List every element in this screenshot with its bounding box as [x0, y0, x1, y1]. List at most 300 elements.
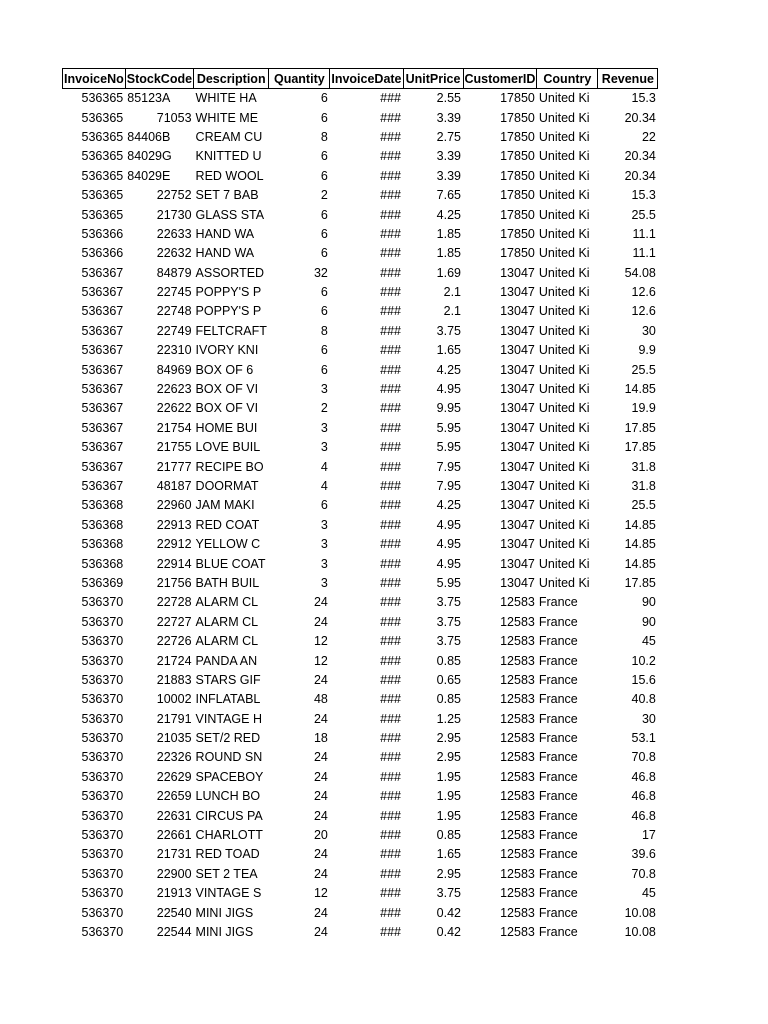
- cell-country: United Ki: [538, 188, 590, 203]
- cell-revenue: 10.08: [624, 905, 656, 920]
- cell-invoicedate: ###: [380, 440, 402, 455]
- cell-invoiceno: 536367: [81, 382, 124, 397]
- cell-description: VINTAGE S: [195, 886, 262, 901]
- cell-invoicedate: ###: [380, 517, 402, 532]
- cell-revenue: 11.1: [632, 226, 656, 241]
- cell-unitprice: 1.25: [436, 711, 462, 726]
- cell-description: BATH BUIL: [195, 575, 260, 590]
- cell-stockcode: 22623: [156, 382, 192, 397]
- cell-invoicedate: ###: [380, 362, 402, 377]
- cell-country: United Ki: [538, 440, 590, 455]
- cell-revenue: 53.1: [631, 731, 656, 746]
- cell-invoiceno: 536367: [81, 343, 124, 358]
- cell-country: France: [538, 614, 578, 629]
- header-description: Description: [194, 69, 269, 89]
- cell-revenue: 15.6: [631, 672, 656, 687]
- cell-stockcode: 21913: [156, 886, 192, 901]
- cell-description: ROUND SN: [195, 750, 263, 765]
- cell-quantity: 24: [313, 614, 328, 629]
- cell-description: BLUE COAT: [195, 556, 266, 571]
- cell-country: United Ki: [538, 226, 590, 241]
- cell-invoiceno: 536370: [81, 789, 124, 804]
- cell-description: MINI JIGS: [195, 924, 254, 939]
- cell-stockcode: 22727: [156, 614, 192, 629]
- cell-revenue: 30: [641, 711, 656, 726]
- cell-country: United Ki: [538, 420, 590, 435]
- cell-unitprice: 3.75: [436, 614, 462, 629]
- cell-revenue: 70.8: [631, 750, 656, 765]
- cell-stockcode: 21756: [156, 575, 192, 590]
- cell-unitprice: 2.1: [443, 285, 462, 300]
- cell-unitprice: 2.1: [443, 304, 462, 319]
- cell-invoicedate: ###: [380, 769, 402, 784]
- cell-unitprice: 0.42: [436, 905, 462, 920]
- table-row: [63, 457, 658, 476]
- cell-invoiceno: 536365: [81, 188, 124, 203]
- cell-quantity: 2: [320, 188, 328, 203]
- table-row: [63, 516, 658, 535]
- cell-description: BOX OF VI: [195, 382, 259, 397]
- cell-description: RECIPE BO: [195, 459, 264, 474]
- cell-customerid: 12583: [500, 905, 535, 920]
- cell-unitprice: 1.95: [436, 808, 462, 823]
- cell-country: United Ki: [538, 304, 590, 319]
- cell-description: LOVE BUIL: [195, 440, 261, 455]
- cell-unitprice: 2.55: [436, 91, 462, 106]
- cell-invoicedate: ###: [380, 731, 402, 746]
- cell-invoiceno: 536370: [81, 886, 124, 901]
- cell-stockcode: 22310: [156, 343, 192, 358]
- table-row: [63, 845, 658, 864]
- cell-quantity: 24: [313, 672, 328, 687]
- cell-description: DOORMAT: [195, 479, 259, 493]
- cell-description: GLASS STA: [195, 207, 265, 222]
- cell-stockcode: 84029E: [127, 168, 171, 183]
- table-row: [63, 147, 658, 166]
- cell-unitprice: 4.95: [436, 537, 462, 552]
- cell-quantity: 6: [320, 343, 328, 358]
- cell-quantity: 4: [320, 479, 328, 493]
- cell-quantity: 2: [320, 401, 328, 416]
- cell-quantity: 6: [320, 207, 328, 222]
- cell-stockcode: 22726: [156, 634, 192, 649]
- cell-customerid: 12583: [500, 711, 535, 726]
- cell-customerid: 12583: [500, 847, 535, 862]
- cell-description: RED TOAD: [195, 847, 260, 862]
- cell-customerid: 13047: [500, 575, 535, 590]
- cell-description: RED WOOL: [195, 168, 264, 183]
- cell-country: United Ki: [538, 168, 590, 183]
- cell-invoicedate: ###: [380, 304, 402, 319]
- header-quantity: Quantity: [269, 69, 330, 89]
- header-revenue: Revenue: [598, 69, 658, 89]
- table-row: [63, 302, 658, 321]
- table-row: [63, 264, 658, 283]
- cell-invoiceno: 536367: [81, 362, 124, 377]
- table-row: [63, 438, 658, 457]
- cell-country: United Ki: [538, 323, 590, 338]
- cell-unitprice: 4.95: [436, 382, 462, 397]
- cell-quantity: 24: [313, 595, 328, 610]
- cell-quantity: 12: [313, 653, 328, 668]
- cell-unitprice: 3.75: [436, 323, 462, 338]
- cell-invoiceno: 536365: [81, 207, 124, 222]
- cell-customerid: 12583: [500, 808, 535, 823]
- cell-revenue: 9.9: [638, 343, 656, 358]
- cell-quantity: 3: [320, 382, 328, 397]
- cell-revenue: 70.8: [631, 866, 656, 881]
- cell-invoiceno: 536367: [81, 440, 124, 455]
- cell-country: United Ki: [538, 401, 590, 416]
- table-row: [63, 380, 658, 399]
- table-row: [63, 496, 658, 515]
- header-invoicedate: InvoiceDate: [330, 69, 403, 89]
- cell-stockcode: 21724: [156, 653, 192, 668]
- cell-country: United Ki: [538, 246, 590, 261]
- cell-invoicedate: ###: [380, 323, 402, 338]
- cell-country: France: [538, 808, 578, 823]
- cell-customerid: 17850: [500, 246, 535, 261]
- cell-country: United Ki: [538, 498, 590, 513]
- cell-customerid: 12583: [500, 653, 535, 668]
- table-row: [63, 806, 658, 825]
- cell-stockcode: 21883: [156, 672, 192, 687]
- cell-invoiceno: 536365: [81, 168, 124, 183]
- cell-customerid: 12583: [500, 692, 535, 707]
- cell-customerid: 17850: [500, 91, 535, 106]
- cell-customerid: 17850: [500, 207, 535, 222]
- cell-description: LUNCH BO: [195, 789, 261, 804]
- table-row: [63, 651, 658, 670]
- cell-unitprice: 3.75: [436, 634, 462, 649]
- cell-unitprice: 5.95: [436, 440, 462, 455]
- cell-quantity: 6: [320, 168, 328, 183]
- cell-stockcode: 22913: [156, 517, 192, 532]
- header-row: [63, 69, 658, 89]
- cell-quantity: 6: [320, 498, 328, 513]
- cell-unitprice: 1.85: [436, 226, 462, 241]
- cell-revenue: 20.34: [624, 149, 656, 164]
- cell-description: SET 2 TEA: [195, 866, 258, 881]
- table-row: [63, 477, 658, 496]
- header-unitprice: UnitPrice: [403, 69, 463, 89]
- cell-description: PANDA AN: [195, 653, 258, 668]
- cell-invoiceno: 536368: [81, 537, 124, 552]
- cell-invoiceno: 536365: [81, 91, 124, 106]
- cell-invoicedate: ###: [380, 711, 402, 726]
- table-row: [63, 322, 658, 341]
- cell-revenue: 19.9: [631, 401, 656, 416]
- cell-stockcode: 84969: [156, 362, 192, 377]
- cell-country: United Ki: [538, 575, 590, 590]
- cell-revenue: 14.85: [624, 556, 656, 571]
- cell-quantity: 32: [313, 265, 328, 280]
- cell-country: France: [538, 634, 578, 649]
- cell-revenue: 25.5: [631, 362, 656, 377]
- cell-revenue: 46.8: [631, 808, 656, 823]
- cell-unitprice: 0.65: [436, 672, 462, 687]
- cell-description: RED COAT: [195, 517, 260, 532]
- cell-invoicedate: ###: [380, 91, 402, 106]
- cell-invoiceno: 536370: [81, 614, 124, 629]
- cell-description: BOX OF VI: [195, 401, 259, 416]
- cell-unitprice: 1.65: [436, 847, 462, 862]
- cell-revenue: 39.6: [631, 847, 656, 862]
- cell-quantity: 20: [313, 828, 328, 843]
- cell-invoiceno: 536365: [81, 110, 124, 125]
- cell-invoiceno: 536366: [81, 246, 124, 261]
- cell-invoicedate: ###: [380, 537, 402, 552]
- cell-revenue: 46.8: [631, 769, 656, 784]
- table-row: [63, 186, 658, 205]
- table-row: [63, 593, 658, 612]
- table-row: [63, 923, 658, 942]
- cell-customerid: 12583: [500, 886, 535, 901]
- table-row: [63, 671, 658, 690]
- cell-country: United Ki: [538, 459, 590, 474]
- cell-quantity: 3: [320, 420, 328, 435]
- cell-stockcode: 10002: [156, 692, 192, 707]
- cell-country: France: [538, 886, 578, 901]
- cell-country: United Ki: [538, 479, 590, 493]
- cell-description: CIRCUS PA: [195, 808, 263, 823]
- cell-invoiceno: 536367: [81, 459, 124, 474]
- cell-revenue: 11.1: [632, 246, 656, 261]
- table-row: [63, 225, 658, 244]
- cell-customerid: 17850: [500, 110, 535, 125]
- cell-invoiceno: 536370: [81, 750, 124, 765]
- cell-stockcode: 22540: [156, 905, 192, 920]
- cell-quantity: 48: [313, 692, 328, 707]
- cell-revenue: 14.85: [624, 517, 656, 532]
- cell-invoicedate: ###: [380, 575, 402, 590]
- cell-invoiceno: 536367: [81, 304, 124, 319]
- cell-stockcode: 21791: [156, 711, 192, 726]
- cell-description: SPACEBOY: [195, 769, 264, 784]
- cell-invoicedate: ###: [380, 692, 402, 707]
- cell-unitprice: 3.39: [436, 149, 462, 164]
- cell-description: BOX OF 6: [195, 362, 254, 377]
- cell-invoicedate: ###: [380, 420, 402, 435]
- cell-customerid: 12583: [500, 634, 535, 649]
- cell-customerid: 13047: [500, 498, 535, 513]
- cell-revenue: 31.8: [631, 459, 656, 474]
- cell-customerid: 12583: [500, 789, 535, 804]
- cell-invoiceno: 536370: [81, 711, 124, 726]
- cell-invoiceno: 536370: [81, 808, 124, 823]
- cell-invoicedate: ###: [380, 285, 402, 300]
- cell-invoicedate: ###: [380, 924, 402, 939]
- cell-invoiceno: 536370: [81, 905, 124, 920]
- cell-country: France: [538, 789, 578, 804]
- cell-description: SET 7 BAB: [195, 188, 259, 203]
- cell-revenue: 25.5: [631, 207, 656, 222]
- cell-invoicedate: ###: [380, 634, 402, 649]
- cell-stockcode: 21731: [156, 847, 192, 862]
- cell-stockcode: 85123A: [127, 91, 171, 106]
- cell-stockcode: 22960: [156, 498, 192, 513]
- cell-customerid: 17850: [500, 226, 535, 241]
- cell-customerid: 13047: [500, 285, 535, 300]
- cell-revenue: 20.34: [624, 110, 656, 125]
- cell-customerid: 13047: [500, 459, 535, 474]
- cell-invoicedate: ###: [380, 343, 402, 358]
- cell-revenue: 31.8: [631, 479, 656, 493]
- cell-description: MINI JIGS: [195, 905, 254, 920]
- cell-stockcode: 22749: [156, 323, 192, 338]
- cell-quantity: 6: [320, 226, 328, 241]
- cell-stockcode: 22326: [156, 750, 192, 765]
- table-row: [63, 729, 658, 748]
- cell-country: France: [538, 711, 578, 726]
- cell-unitprice: 7.65: [436, 188, 462, 203]
- cell-description: WHITE HA: [195, 91, 257, 106]
- cell-quantity: 6: [320, 149, 328, 164]
- cell-description: HAND WA: [195, 226, 255, 241]
- cell-invoicedate: ###: [380, 866, 402, 881]
- cell-stockcode: 21755: [156, 440, 192, 455]
- cell-description: SET/2 RED: [195, 731, 261, 746]
- cell-country: France: [538, 692, 578, 707]
- cell-invoicedate: ###: [380, 498, 402, 513]
- cell-customerid: 12583: [500, 828, 535, 843]
- table-row: [63, 787, 658, 806]
- cell-revenue: 40.8: [631, 692, 656, 707]
- cell-quantity: 6: [320, 362, 328, 377]
- cell-description: JAM MAKI: [195, 498, 255, 513]
- cell-customerid: 13047: [500, 343, 535, 358]
- cell-customerid: 12583: [500, 750, 535, 765]
- cell-country: France: [538, 750, 578, 765]
- cell-invoiceno: 536366: [81, 226, 124, 241]
- table-row: [63, 419, 658, 438]
- table-row: [63, 535, 658, 554]
- cell-unitprice: 4.25: [436, 498, 462, 513]
- cell-description: POPPY'S P: [195, 304, 262, 319]
- cell-customerid: 13047: [500, 479, 535, 493]
- cell-description: KNITTED U: [195, 149, 262, 164]
- cell-invoicedate: ###: [380, 479, 402, 493]
- table-row: [63, 167, 658, 186]
- cell-stockcode: 84029G: [127, 149, 172, 164]
- cell-invoicedate: ###: [380, 905, 402, 920]
- cell-country: United Ki: [538, 265, 590, 280]
- cell-stockcode: 22748: [156, 304, 192, 319]
- cell-invoicedate: ###: [380, 750, 402, 765]
- cell-invoicedate: ###: [380, 614, 402, 629]
- cell-revenue: 25.5: [631, 498, 656, 513]
- cell-country: France: [538, 595, 578, 610]
- cell-quantity: 6: [320, 304, 328, 319]
- cell-country: France: [538, 924, 578, 939]
- cell-quantity: 24: [313, 866, 328, 881]
- cell-unitprice: 5.95: [436, 575, 462, 590]
- cell-revenue: 45: [641, 634, 656, 649]
- cell-invoicedate: ###: [380, 789, 402, 804]
- cell-invoiceno: 536370: [81, 731, 124, 746]
- cell-revenue: 12.6: [631, 285, 656, 300]
- cell-invoicedate: ###: [380, 556, 402, 571]
- cell-country: United Ki: [538, 285, 590, 300]
- table-row: [63, 341, 658, 360]
- cell-invoicedate: ###: [380, 401, 402, 416]
- cell-stockcode: 22900: [156, 866, 192, 881]
- cell-country: United Ki: [538, 343, 590, 358]
- cell-country: France: [538, 847, 578, 862]
- cell-revenue: 45: [641, 886, 656, 901]
- cell-description: ALARM CL: [195, 595, 259, 610]
- cell-quantity: 12: [313, 886, 328, 901]
- cell-unitprice: 2.95: [436, 866, 462, 881]
- cell-invoicedate: ###: [380, 595, 402, 610]
- cell-customerid: 13047: [500, 556, 535, 571]
- cell-invoicedate: ###: [380, 188, 402, 203]
- cell-customerid: 12583: [500, 924, 535, 939]
- cell-invoicedate: ###: [380, 828, 402, 843]
- invoice-table: [62, 68, 658, 942]
- cell-invoiceno: 536367: [81, 265, 124, 280]
- cell-unitprice: 1.69: [436, 265, 462, 280]
- cell-country: United Ki: [538, 556, 590, 571]
- cell-country: United Ki: [538, 110, 590, 125]
- cell-country: France: [538, 731, 578, 746]
- cell-unitprice: 2.95: [436, 750, 462, 765]
- cell-stockcode: 48187: [156, 479, 192, 493]
- cell-customerid: 12583: [500, 672, 535, 687]
- table-row: [63, 768, 658, 787]
- cell-invoiceno: 536370: [81, 634, 124, 649]
- cell-unitprice: 3.39: [436, 168, 462, 183]
- table-row: [63, 554, 658, 573]
- cell-description: CHARLOTT: [195, 828, 263, 843]
- cell-description: ALARM CL: [195, 634, 259, 649]
- cell-country: United Ki: [538, 91, 590, 106]
- cell-description: WHITE ME: [195, 110, 259, 125]
- cell-invoicedate: ###: [380, 653, 402, 668]
- cell-customerid: 17850: [500, 129, 535, 144]
- cell-customerid: 13047: [500, 304, 535, 319]
- table-row: [63, 710, 658, 729]
- cell-revenue: 22: [641, 129, 656, 144]
- cell-description: ALARM CL: [195, 614, 259, 629]
- cell-unitprice: 0.42: [436, 924, 462, 939]
- cell-quantity: 6: [320, 110, 328, 125]
- cell-revenue: 10.2: [631, 653, 656, 668]
- cell-country: France: [538, 905, 578, 920]
- table-row: [63, 903, 658, 922]
- cell-invoiceno: 536370: [81, 672, 124, 687]
- cell-stockcode: 21777: [156, 459, 192, 474]
- cell-description: CREAM CU: [195, 129, 263, 144]
- cell-unitprice: 0.85: [436, 692, 462, 707]
- cell-unitprice: 4.25: [436, 207, 462, 222]
- cell-quantity: 6: [320, 285, 328, 300]
- cell-description: HAND WA: [195, 246, 255, 261]
- table-row: [63, 613, 658, 632]
- cell-quantity: 3: [320, 517, 328, 532]
- cell-invoiceno: 536367: [81, 420, 124, 435]
- cell-quantity: 24: [313, 847, 328, 862]
- cell-quantity: 6: [320, 91, 328, 106]
- cell-customerid: 17850: [500, 149, 535, 164]
- cell-customerid: 12583: [500, 595, 535, 610]
- cell-quantity: 24: [313, 750, 328, 765]
- cell-invoiceno: 536370: [81, 847, 124, 862]
- cell-revenue: 90: [641, 614, 656, 629]
- cell-invoicedate: ###: [380, 226, 402, 241]
- cell-stockcode: 22745: [156, 285, 192, 300]
- cell-stockcode: 22633: [156, 226, 192, 241]
